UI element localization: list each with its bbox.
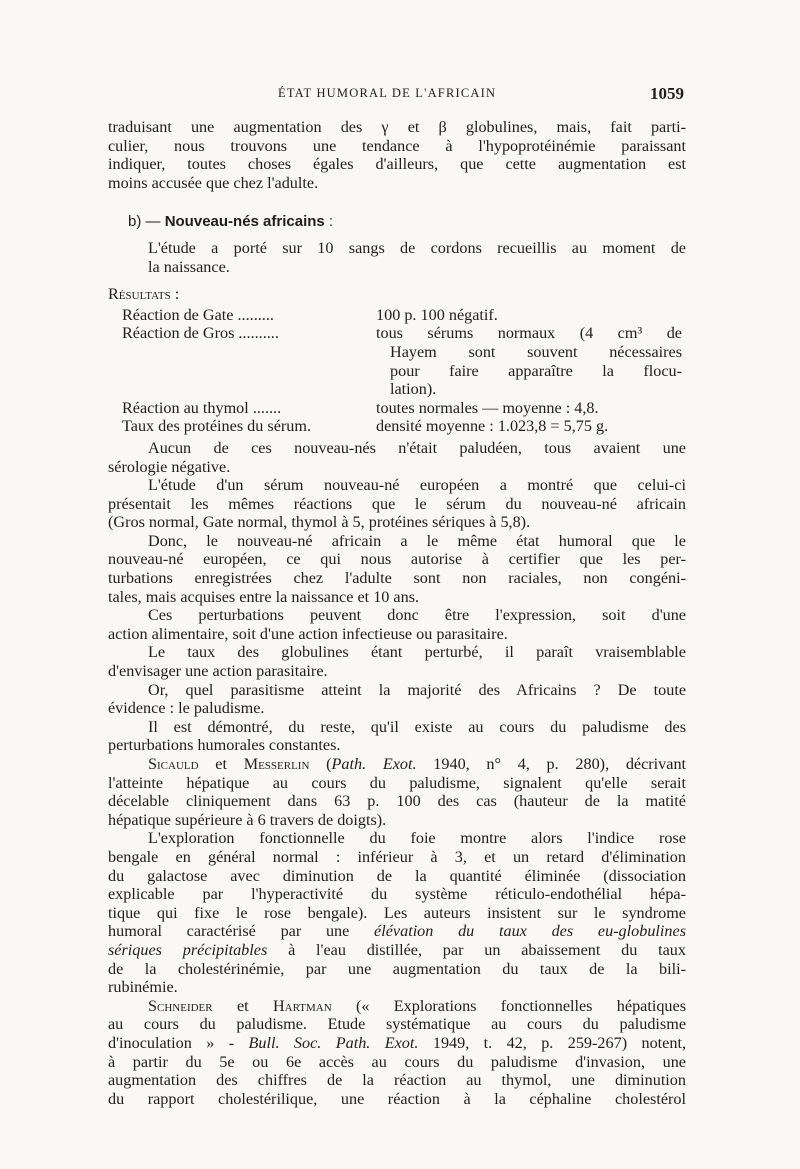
page-number: 1059 [650, 84, 684, 103]
result-value-line: pour faire apparaître la flocu- [390, 361, 682, 380]
text-line: décelable cliniquement dans 63 p. 100 des cas (hauteur de la matité [108, 792, 686, 811]
citation-rest: 1940, n° 4, p. 280), décrivant [433, 755, 687, 773]
paragraph-european [108, 476, 686, 532]
text-line: action alimentaire, soit d'une action infectieuse ou parasitaire. [108, 624, 508, 643]
results-row [122, 324, 682, 398]
journal-title: Bull. Soc. Path. Exot. [248, 1033, 419, 1052]
paragraph-donc [108, 532, 686, 606]
text-line: explicable par l'hyperactivité du système réticulo-endothélial hépa- [108, 885, 686, 904]
text-segment: humoral caractérisé par une [108, 922, 350, 941]
result-value-line: toutes normales — moyenne : 4,8. [376, 398, 599, 417]
section-prefix: b) — [128, 213, 161, 231]
text-line: moins accusée que chez l'adulte. [108, 173, 319, 192]
conjunction: et [236, 996, 249, 1015]
running-title: ÉTAT HUMORAL DE L'AFRICAIN [278, 86, 497, 100]
section-suffix: : [328, 213, 334, 231]
text-line: Il est démontré, du reste, qu'il existe au cours du paludisme des [148, 717, 686, 736]
text-line: l'atteinte hépatique au cours du paludisme, signalent qu'elle serait [108, 773, 686, 792]
section-heading-newborns [128, 213, 686, 232]
text-line: Le taux des globulines étant perturbé, il paraît vraisemblable [148, 643, 686, 662]
text-line: L'étude a porté sur 10 sangs de cordons recueillis au moment de [148, 238, 686, 257]
author-name: Schneider [148, 996, 213, 1015]
result-value [376, 324, 682, 398]
text-line: bengale en général normal : inférieur à 3, et un retard d'élimination [108, 847, 686, 866]
paragraph-or [108, 681, 686, 718]
text-line: Aucun de ces nouveau-nés n'était paludéen, tous avaient une [148, 438, 686, 457]
text-line: Ces perturbations peuvent donc être l'expression, soit d'une [148, 606, 686, 625]
text-segment: 1949, t. 42, p. 259-267) notent, [432, 1033, 686, 1052]
paragraph-aucun [108, 439, 686, 476]
text-line: sérologie négative. [108, 457, 231, 476]
text-line: culier, nous trouvons une tendance à l'hypoprotéinémie paraissant [108, 136, 686, 155]
text-line: hépatique supérieure à 6 travers de doigts). [108, 810, 387, 829]
paragraph-taux [108, 643, 686, 680]
result-value-line: tous sérums normaux (4 cm³ de [376, 324, 682, 343]
text-line [108, 997, 686, 1016]
result-label: Réaction au thymol ....... [122, 398, 282, 417]
text-segment: (« Explorations fonctionnelles hépatiques [355, 996, 687, 1015]
text-line [108, 1034, 686, 1053]
result-label: Réaction de Gros .......... [122, 324, 279, 343]
text-line: perturbations humorales constantes. [108, 736, 341, 755]
result-value [376, 399, 682, 418]
text-line: présentait les mêmes réactions que le sérum du nouveau-né africain [108, 494, 686, 513]
citation-open: ( [326, 755, 332, 773]
paragraph-schneider [108, 997, 686, 1109]
paragraph-ces [108, 606, 686, 643]
section-title: Nouveau-nés africains [164, 213, 325, 231]
text-line: augmentation des chiffres de la réaction au thymol, une diminution [108, 1071, 686, 1090]
emphasis-text: élévation du taux des eu-globulines [374, 922, 686, 941]
author-name: Messerlin [243, 755, 310, 773]
text-line: (Gros normal, Gate normal, thymol à 5, protéines sériques à 5,8). [108, 513, 531, 532]
paragraph-il [108, 718, 686, 755]
conjunction: et [215, 755, 227, 773]
results-label: Résultats : [108, 285, 180, 304]
text-line: L'exploration fonctionnelle du foie montre alors l'indice rose [148, 829, 686, 848]
text-line [108, 922, 686, 941]
journal-title: Path. Exot. [331, 755, 417, 773]
text-line: L'étude d'un sérum nouveau-né européen a montré que celui-ci [148, 476, 686, 495]
text-line: indiquer, toutes choses égales d'ailleurs, que cette augmentation est [108, 155, 686, 174]
author-name: Sicauld [148, 755, 199, 773]
text-line [108, 941, 686, 960]
result-value [376, 417, 682, 436]
results-row [122, 417, 682, 436]
author-name: Hartman [272, 996, 332, 1015]
page-header [108, 84, 684, 108]
results-row [122, 399, 682, 418]
text-line: turbations enregistrées chez l'adulte sont non raciales, non congéni- [108, 569, 686, 588]
text-line: rubinémie. [108, 978, 178, 997]
text-line: du rapport cholestérilique, une réaction à la céphaline cholestérol [108, 1089, 686, 1108]
results-table [122, 306, 682, 436]
text-line: traduisant une augmentation des γ et β globulines, mais, fait parti- [108, 118, 686, 136]
result-value-line: densité moyenne : 1.023,8 = 5,75 g. [376, 417, 609, 436]
text-line: tique qui fixe le rose bengale). Les auteurs insistent sur le syndrome [108, 903, 686, 922]
text-line: du galactose avec diminution de la quantité éliminée (dissociation [108, 866, 686, 885]
text-line: évidence : le paludisme. [108, 699, 265, 718]
paragraph-sicauld [108, 755, 686, 829]
text-line: Donc, le nouveau-né africain a le même état humoral que le [148, 531, 686, 550]
result-value-line: lation). [390, 380, 437, 399]
result-value [376, 306, 682, 325]
text-line: de la cholestérinémie, par une augmentation du taux de la bili- [108, 959, 686, 978]
result-value-line: Hayem sont souvent nécessaires [390, 342, 682, 361]
text-line: la naissance. [148, 257, 230, 276]
results-row [122, 306, 682, 325]
paragraph-intro [108, 118, 686, 192]
text-line [108, 755, 686, 774]
result-value-line: 100 p. 100 négatif. [376, 305, 498, 324]
emphasis-text: sériques précipitables [108, 940, 268, 959]
text-line: nouveau-né européen, ce qui nous autorise à certifier que les per- [108, 550, 686, 569]
text-segment: d'inoculation » - [108, 1033, 235, 1052]
text-line: d'envisager une action parasitaire. [108, 662, 328, 681]
paragraph-exploration [108, 829, 686, 996]
paragraph-study [108, 239, 686, 276]
text-segment: à l'eau distillée, par un abaissement du taux [288, 940, 686, 959]
text-line: tales, mais acquises entre la naissance et 10 ans. [108, 587, 420, 606]
text-line: au cours du paludisme. Etude systématique au cours du paludisme [108, 1015, 686, 1034]
result-label: Taux des protéines du sérum. [122, 417, 312, 436]
text-line: à partir du 5e ou 6e accès au cours du paludisme d'invasion, une [108, 1052, 686, 1071]
text-line: Or, quel parasitisme atteint la majorité des Africains ? De toute [148, 680, 686, 699]
result-label: Réaction de Gate ......... [122, 305, 274, 324]
page-body [108, 118, 686, 1108]
